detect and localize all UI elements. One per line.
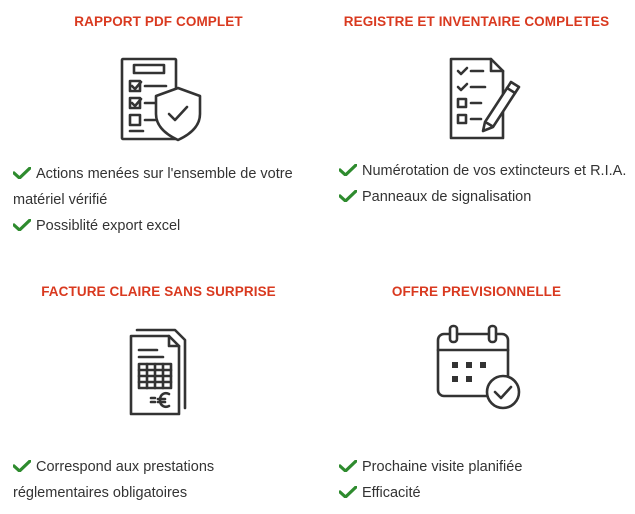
list-item bbox=[339, 454, 629, 480]
check-icon bbox=[339, 486, 357, 498]
calendar-check-icon bbox=[318, 324, 635, 414]
checklist-pencil-icon bbox=[318, 56, 635, 146]
card-title: RAPPORT PDF COMPLET bbox=[74, 14, 243, 29]
check-icon bbox=[339, 460, 357, 472]
invoice-euro-icon bbox=[0, 328, 317, 418]
list-item-text: Numérotation de vos extincteurs et R.I.A. bbox=[362, 163, 627, 179]
list-item bbox=[339, 184, 629, 210]
list-item-text: Efficacité bbox=[362, 485, 421, 501]
list-item-text: Possiblité export excel bbox=[36, 218, 181, 234]
list-item-text: Correspond aux prestations réglementaires obligatoires bbox=[13, 459, 215, 501]
check-icon bbox=[13, 167, 31, 179]
feature-list bbox=[13, 161, 311, 239]
card-title: REGISTRE ET INVENTAIRE COMPLETES bbox=[343, 14, 610, 29]
list-item bbox=[339, 158, 629, 184]
feature-list bbox=[339, 158, 629, 210]
report-shield-icon bbox=[0, 56, 317, 146]
check-icon bbox=[339, 164, 357, 176]
list-item bbox=[13, 213, 311, 239]
card-title: OFFRE PREVISIONNELLE bbox=[391, 284, 562, 299]
feature-list bbox=[13, 454, 311, 506]
list-item bbox=[13, 161, 311, 213]
check-icon bbox=[13, 460, 31, 472]
list-item-text: Panneaux de signalisation bbox=[362, 189, 532, 205]
list-item bbox=[339, 480, 629, 506]
card-title: FACTURE CLAIRE SANS SURPRISE bbox=[41, 284, 276, 299]
check-icon bbox=[339, 190, 357, 202]
list-item-text: Prochaine visite planifiée bbox=[362, 459, 523, 475]
check-icon bbox=[13, 219, 31, 231]
feature-list bbox=[339, 454, 629, 506]
list-item bbox=[13, 454, 311, 506]
list-item-text: Actions menées sur l'ensemble de votre matériel vérifié bbox=[13, 166, 293, 208]
